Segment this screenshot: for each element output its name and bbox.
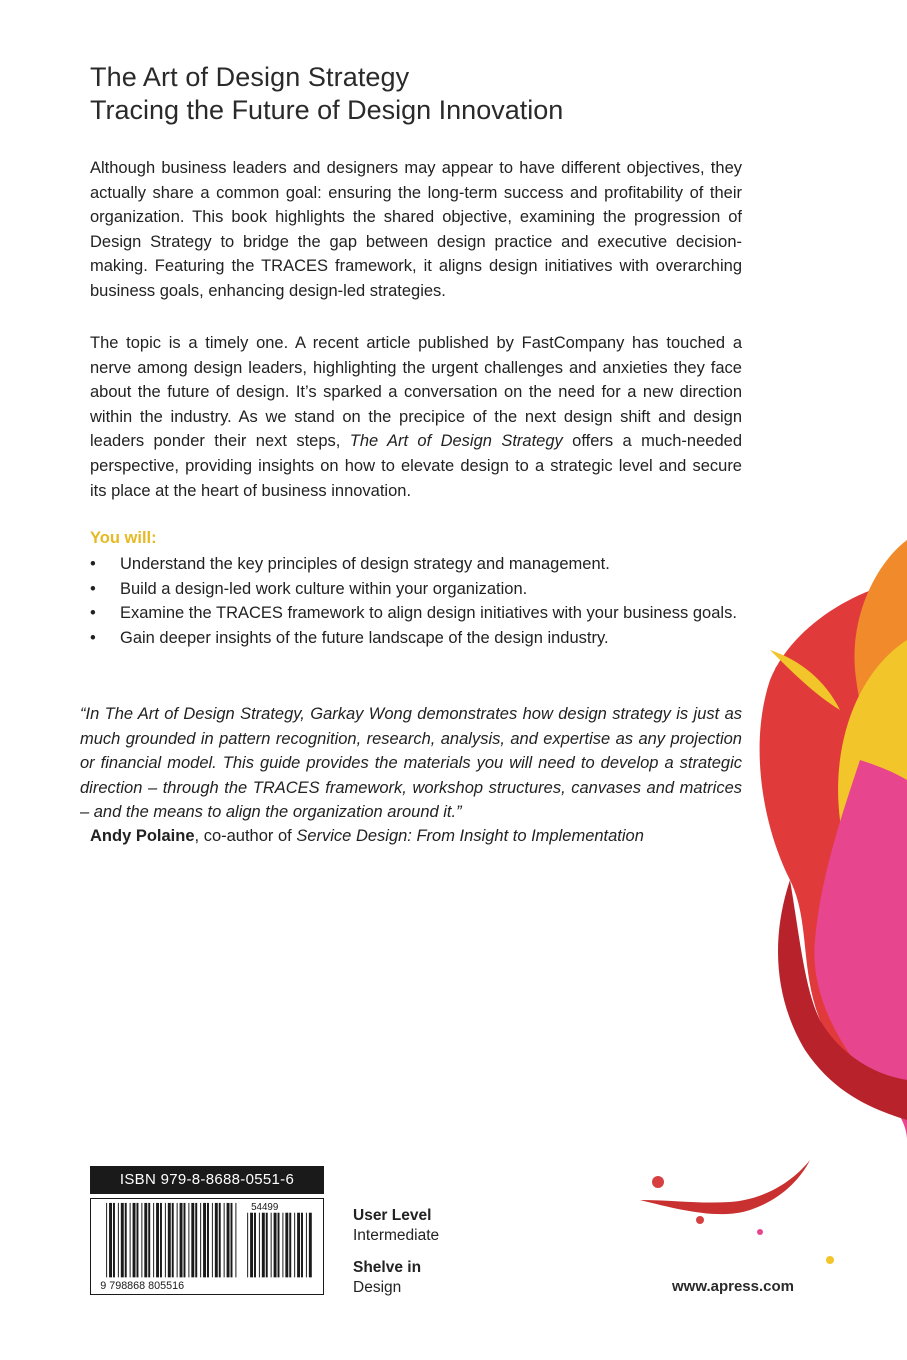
paint-splash-illustration [640,520,907,1320]
book-title: The Art of Design Strategy [90,62,410,92]
testimonial-source-title: Service Design: From Insight to Implementation [296,827,644,845]
barcode-bar [172,1203,174,1277]
barcode-bar [125,1203,127,1277]
barcode-bar [136,1203,138,1277]
splash-drip-trail [640,1160,810,1214]
barcode-bar [148,1203,150,1277]
barcode-bar [297,1213,300,1278]
barcode-bar [285,1213,288,1278]
paragraph-2-text-b: offers a much-needed perspective, providing insights on how to elevate design to a strategic level and secure its place at the heart of business innovation. [90,432,742,500]
barcode-bar [274,1213,277,1278]
splash-droplet [696,1216,704,1224]
barcode-bar [224,1203,225,1277]
book-subtitle: Tracing the Future of Design Innovation [90,95,564,125]
barcode-bar [254,1213,256,1278]
barcode-bar [219,1203,221,1277]
barcode-bar [271,1213,272,1278]
shelve-in-block [353,1258,421,1298]
list-item-text: Understand the key principles of design strategy and management. [120,555,610,573]
list-item-text: Examine the TRACES framework to align design initiatives with your business goals. [120,604,737,623]
barcode-addon-bars [247,1213,312,1278]
bullet-icon: • [90,579,96,598]
shelve-in-value: Design [353,1279,402,1296]
barcode-bar [188,1203,189,1277]
barcode-digits: 9 798868 805516 [100,1280,185,1293]
description-paragraph-1: Although business leaders and designers may appear to have different objectives, they actually share a common goal: ensuring the long-term success and profitability of their organization. This book highlights the shared objective, examining the progression of Design Strategy to bridge the gap between design practice and executive decision-making. Featuring the TRACES framework, it aligns design initiatives with overarching business goals, enhancing design-led strategies. [90,159,742,300]
barcode-bar [141,1203,142,1277]
barcode [90,1198,324,1295]
barcode-bar [200,1203,201,1277]
barcode-bar [294,1213,295,1278]
barcode-bar [282,1213,283,1278]
paragraph-2-text-a: The topic is a timely one. A recent article published by FastCompany has touched a nerve among design leaders, highlighting the urgent challenges and anxieties they face about the future of design. It’s sparked a conversation on the need for a new direction within the industry. As we stand on the precipice of the next design shift and design leaders ponder their next steps, [90,334,742,451]
bullet-icon: • [90,628,96,647]
barcode-bar [113,1203,115,1277]
bullet-icon: • [90,555,96,573]
user-level-label: User Level [353,1207,432,1224]
isbn-label: ISBN 979-8-8688-0551-6 [90,1166,324,1194]
barcode-bar [247,1213,248,1278]
barcode-bar [259,1213,260,1278]
barcode-bar [121,1203,124,1277]
splash-droplet [757,1229,763,1235]
barcode-bar [212,1203,213,1277]
list-item-text: Build a design-led work culture within your organization. [120,579,528,598]
testimonial-author: Andy Polaine [90,827,195,845]
barcode-bar [262,1213,265,1278]
barcode-bar [160,1203,162,1277]
barcode-bar [153,1203,154,1277]
barcode-bar [227,1203,230,1277]
barcode-bar [109,1203,112,1277]
barcode-bar [183,1203,185,1277]
barcode-bar [250,1213,253,1278]
user-level-value: Intermediate [353,1227,440,1244]
splash-droplet [652,1176,664,1188]
barcode-bar [289,1213,291,1278]
barcode-bar [309,1213,312,1278]
barcode-bar [231,1203,233,1277]
barcode-bar [180,1203,183,1277]
barcode-bar [156,1203,159,1277]
barcode-bar [144,1203,147,1277]
you-will-heading: You will: [90,529,157,547]
barcode-bar [191,1203,194,1277]
barcode-bar [168,1203,171,1277]
barcode-bar [165,1203,166,1277]
splash-droplet [775,665,785,675]
barcode-bar [278,1213,280,1278]
shelve-in-label: Shelve in [353,1259,422,1276]
splash-droplet [826,1256,834,1264]
list-item-text: Gain deeper insights of the future landscape of the design industry. [120,628,609,647]
barcode-bar [235,1203,236,1277]
barcode-bar [203,1203,206,1277]
barcode-bars [106,1203,236,1277]
barcode-bar [301,1213,303,1278]
barcode-bar [133,1203,136,1277]
bullet-icon: • [90,604,96,623]
description-paragraph-2 [90,331,742,503]
paragraph-2-book-title: The Art of Design Strategy [349,432,563,451]
barcode-bar [177,1203,178,1277]
testimonial-quote: “In The Art of Design Strategy, Garkay Wong demonstrates how design strategy is just as much grounded in pattern recognition, research, analysis, and expertise as any projection or financial model. This guide provides the materials you will need to develop a strategic direction – through the TRACES framework, workshop structures, canvases and matrices – and the means to align the organization around it.” [80,705,742,822]
testimonial-role: , co-author of [194,827,297,845]
barcode-bar [207,1203,209,1277]
barcode-price-code: 54499 [251,1201,279,1213]
user-level-block [353,1206,439,1246]
barcode-bar [195,1203,197,1277]
barcode-bar [306,1213,307,1278]
barcode-bar [215,1203,218,1277]
barcode-bar [118,1203,119,1277]
testimonial-attribution [90,824,644,848]
barcode-bar [130,1203,131,1277]
publisher-url[interactable]: www.apress.com [672,1278,794,1295]
barcode-bar [266,1213,268,1278]
barcode-bar [106,1203,107,1277]
